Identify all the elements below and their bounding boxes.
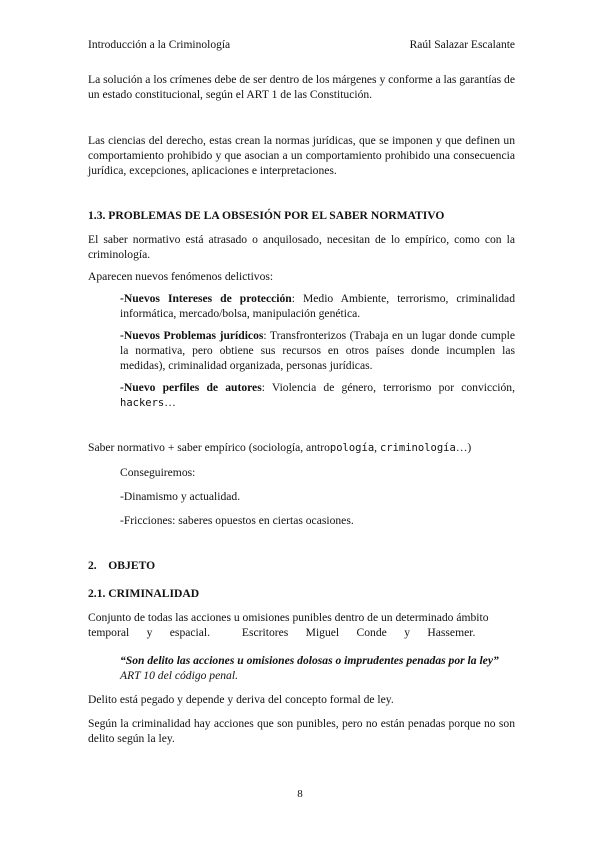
- list-item: [88, 291, 515, 321]
- saber-text: Saber normativo + saber empírico (sociología, antro: [88, 441, 330, 454]
- header-title: Introducción a la Criminología: [88, 39, 231, 51]
- conjunto-line-2: temporal y espacial. Escritores Miguel Conde y Hassemer.: [88, 626, 476, 639]
- section-heading-2-1: 2.1. CRIMINALIDAD: [88, 587, 200, 600]
- handwritten-word-pologia: pología: [329, 442, 375, 454]
- paragraph-ciencias-derecho: Las ciencias del derecho, estas crean la normas jurídicas, que se imponen y que definen un comportamiento prohibido y que asocian a un comportamiento prohibido una consecuencia jurídica, excepciones, aplicaciones e interpretaciones.: [88, 134, 515, 177]
- paragraph-dinamismo: -Dinamismo y actualidad.: [120, 490, 241, 503]
- list-item-title: -Nuevos Intereses de protección: [120, 292, 292, 305]
- handwritten-word-hackers: hackers: [120, 397, 165, 409]
- list-item-text: : Transfronterizos (Trabaja en un lugar donde cumple la normativa, pero obtiene sus recursos en otros países donde incumplen las medidas), criminalidad organizada, personas jurídicas.: [120, 329, 515, 372]
- page-header: [88, 38, 515, 54]
- list-item-text: : Violencia de género, terrorismo por convicción,: [261, 381, 515, 394]
- quote-delito: “Son delito las acciones u omisiones dolosas o imprudentes penadas por la ley”: [120, 654, 499, 667]
- paragraph-saber-normativo: El saber normativo está atrasado o anquilosado, necesitan de lo empírico, como con la criminología.: [88, 233, 515, 261]
- list-item: [88, 328, 515, 373]
- paragraph-segun-criminalidad: Según la criminalidad hay acciones que son punibles, pero no están penadas porque no son delito según la ley.: [88, 717, 515, 745]
- conjunto-line-1: Conjunto de todas las acciones u omisiones punibles dentro de un determinado ámbito: [88, 611, 489, 624]
- paragraph-nuevos-fenomenos: Aparecen nuevos fenómenos delictivos:: [88, 270, 274, 283]
- list-item-ellipsis: …: [164, 396, 176, 409]
- saber-end: …): [455, 441, 472, 454]
- list-item-text: : Medio Ambiente, terrorismo, criminalidad informática, mercado/bolsa, manipulación genética.: [120, 292, 515, 320]
- paragraph-solution: La solución a los crímenes debe de ser dentro de los márgenes y conforme a las garantías de un estado constitucional, según el ART 1 de las Constitución.: [88, 73, 515, 101]
- handwritten-word-criminologia: criminología: [379, 442, 456, 454]
- paragraph-conjunto: [88, 610, 515, 640]
- section-heading-1-3: 1.3. PROBLEMAS DE LA OBSESIÓN POR EL SABER NORMATIVO: [88, 209, 445, 222]
- list-item-title: -Nuevo perfiles de autores: [120, 381, 262, 394]
- paragraph-saber-empirico: [88, 440, 515, 456]
- header-author: Raúl Salazar Escalante: [409, 39, 515, 51]
- section-heading-2: 2. OBJETO: [88, 559, 156, 572]
- page-number: 8: [297, 788, 303, 800]
- quote-reference: ART 10 del código penal.: [120, 669, 238, 682]
- list-item-title: -Nuevos Problemas jurídicos: [120, 329, 264, 342]
- saber-separator: ,: [374, 441, 380, 454]
- paragraph-conseguiremos: Conseguiremos:: [120, 466, 196, 479]
- page-body: [88, 72, 515, 746]
- list-item: [88, 380, 515, 411]
- paragraph-delito-pegado: Delito está pegado y depende y deriva del concepto formal de ley.: [88, 693, 394, 706]
- paragraph-fricciones: -Fricciones: saberes opuestos en ciertas ocasiones.: [120, 514, 354, 527]
